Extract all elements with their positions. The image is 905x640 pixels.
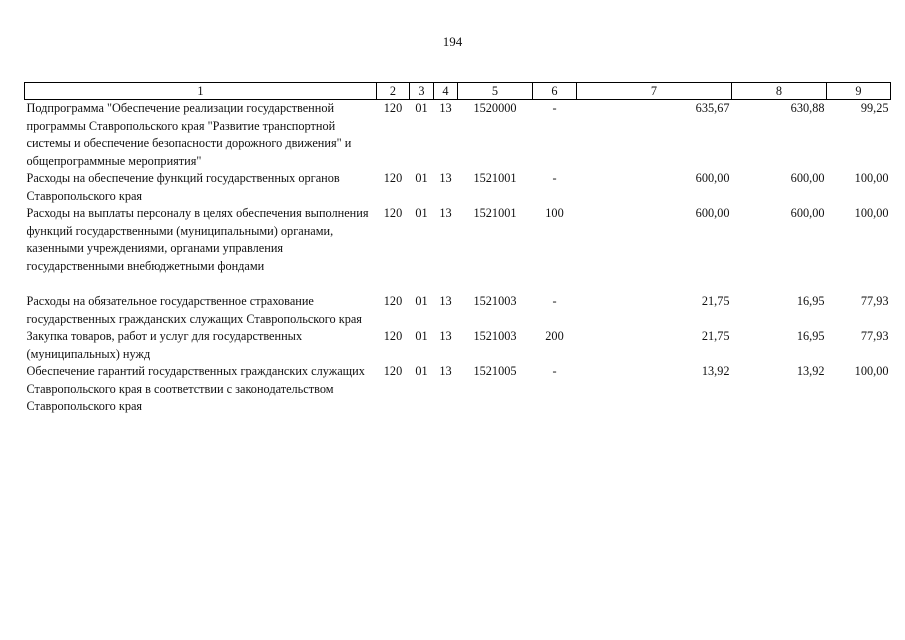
- row-code-3: 01: [415, 206, 428, 220]
- row-description: Закупка товаров, работ и услуг для государственных (муниципальных) нужд: [26, 329, 303, 361]
- column-header-4: 4: [434, 83, 458, 100]
- row-description: Расходы на обязательное государственное страхование государственных гражданских служащих Ставропольского края: [26, 294, 362, 326]
- row-code-4: 13: [439, 294, 452, 308]
- row-code-5: 1521003: [473, 329, 517, 343]
- row-value-9: 100,00: [854, 171, 889, 185]
- row-code-5: 1521003: [473, 294, 517, 308]
- row-code-6: 100: [545, 206, 564, 220]
- row-description: Обеспечение гарантий государственных гражданских служащих Ставропольского края в соответствии с законодательством Ставропольского края: [26, 364, 365, 413]
- row-code-3: 01: [415, 364, 428, 378]
- row-value-9: 100,00: [854, 206, 889, 220]
- table-row: [25, 100, 891, 171]
- row-value-7: 21,75: [701, 329, 730, 343]
- row-value-8: 600,00: [790, 171, 825, 185]
- column-header-3: 3: [410, 83, 434, 100]
- row-code-3: 01: [415, 294, 428, 308]
- row-value-7: 13,92: [701, 364, 730, 378]
- column-header-2: 2: [377, 83, 410, 100]
- row-value-9: 77,93: [860, 329, 889, 343]
- table-row: [25, 205, 891, 275]
- row-value-8: 16,95: [796, 294, 825, 308]
- row-value-7: 600,00: [695, 206, 730, 220]
- row-value-7: 600,00: [695, 171, 730, 185]
- table-row: [25, 363, 891, 416]
- row-code-6: -: [552, 171, 557, 185]
- header-row: [25, 83, 891, 100]
- column-header-8: 8: [732, 83, 827, 100]
- row-code-5: 1521001: [473, 206, 517, 220]
- row-code-5: 1521005: [473, 364, 517, 378]
- column-header-1: 1: [25, 83, 377, 100]
- page-number: 194: [442, 34, 463, 49]
- row-value-8: 630,88: [790, 101, 825, 115]
- column-header-9: 9: [827, 83, 891, 100]
- row-spacer: [25, 275, 891, 293]
- row-code-6: -: [552, 294, 557, 308]
- row-code-2: 120: [383, 364, 403, 378]
- row-code-5: 1521001: [473, 171, 517, 185]
- row-value-7: 635,67: [695, 101, 730, 115]
- row-value-8: 16,95: [796, 329, 825, 343]
- row-code-4: 13: [439, 171, 452, 185]
- table-row: [25, 328, 891, 363]
- row-code-5: 1520000: [473, 101, 517, 115]
- row-value-8: 13,92: [796, 364, 825, 378]
- row-code-2: 120: [383, 329, 403, 343]
- column-header-6: 6: [533, 83, 577, 100]
- row-value-9: 77,93: [860, 294, 889, 308]
- row-code-2: 120: [383, 171, 403, 185]
- row-code-2: 120: [383, 294, 403, 308]
- row-code-3: 01: [415, 171, 428, 185]
- row-code-3: 01: [415, 329, 428, 343]
- row-code-4: 13: [439, 329, 452, 343]
- row-description: Расходы на выплаты персоналу в целях обеспечения выполнения функций государственными (муниципальными) органами, казенными учреждениями, органами управления государственными внебюджетными фондами: [26, 206, 369, 273]
- row-code-6: -: [552, 101, 557, 115]
- table-row: [25, 170, 891, 205]
- row-code-6: -: [552, 364, 557, 378]
- row-value-9: 99,25: [860, 101, 889, 115]
- row-code-4: 13: [439, 364, 452, 378]
- row-code-3: 01: [415, 101, 428, 115]
- column-header-7: 7: [577, 83, 732, 100]
- table-row: [25, 293, 891, 328]
- column-header-5: 5: [458, 83, 533, 100]
- row-code-6: 200: [545, 329, 564, 343]
- budget-table: [24, 82, 891, 416]
- row-code-2: 120: [383, 206, 403, 220]
- row-code-4: 13: [439, 101, 452, 115]
- row-value-9: 100,00: [854, 364, 889, 378]
- row-value-8: 600,00: [790, 206, 825, 220]
- row-value-7: 21,75: [701, 294, 730, 308]
- row-code-2: 120: [383, 101, 403, 115]
- row-code-4: 13: [439, 206, 452, 220]
- row-description: Расходы на обеспечение функций государственных органов Ставропольского края: [26, 171, 340, 203]
- row-description: Подпрограмма "Обеспечение реализации государственной программы Ставропольского края "Развитие транспортной системы и обеспечение безопасности дорожного движения" и общепрограммные мероприятия": [26, 101, 352, 168]
